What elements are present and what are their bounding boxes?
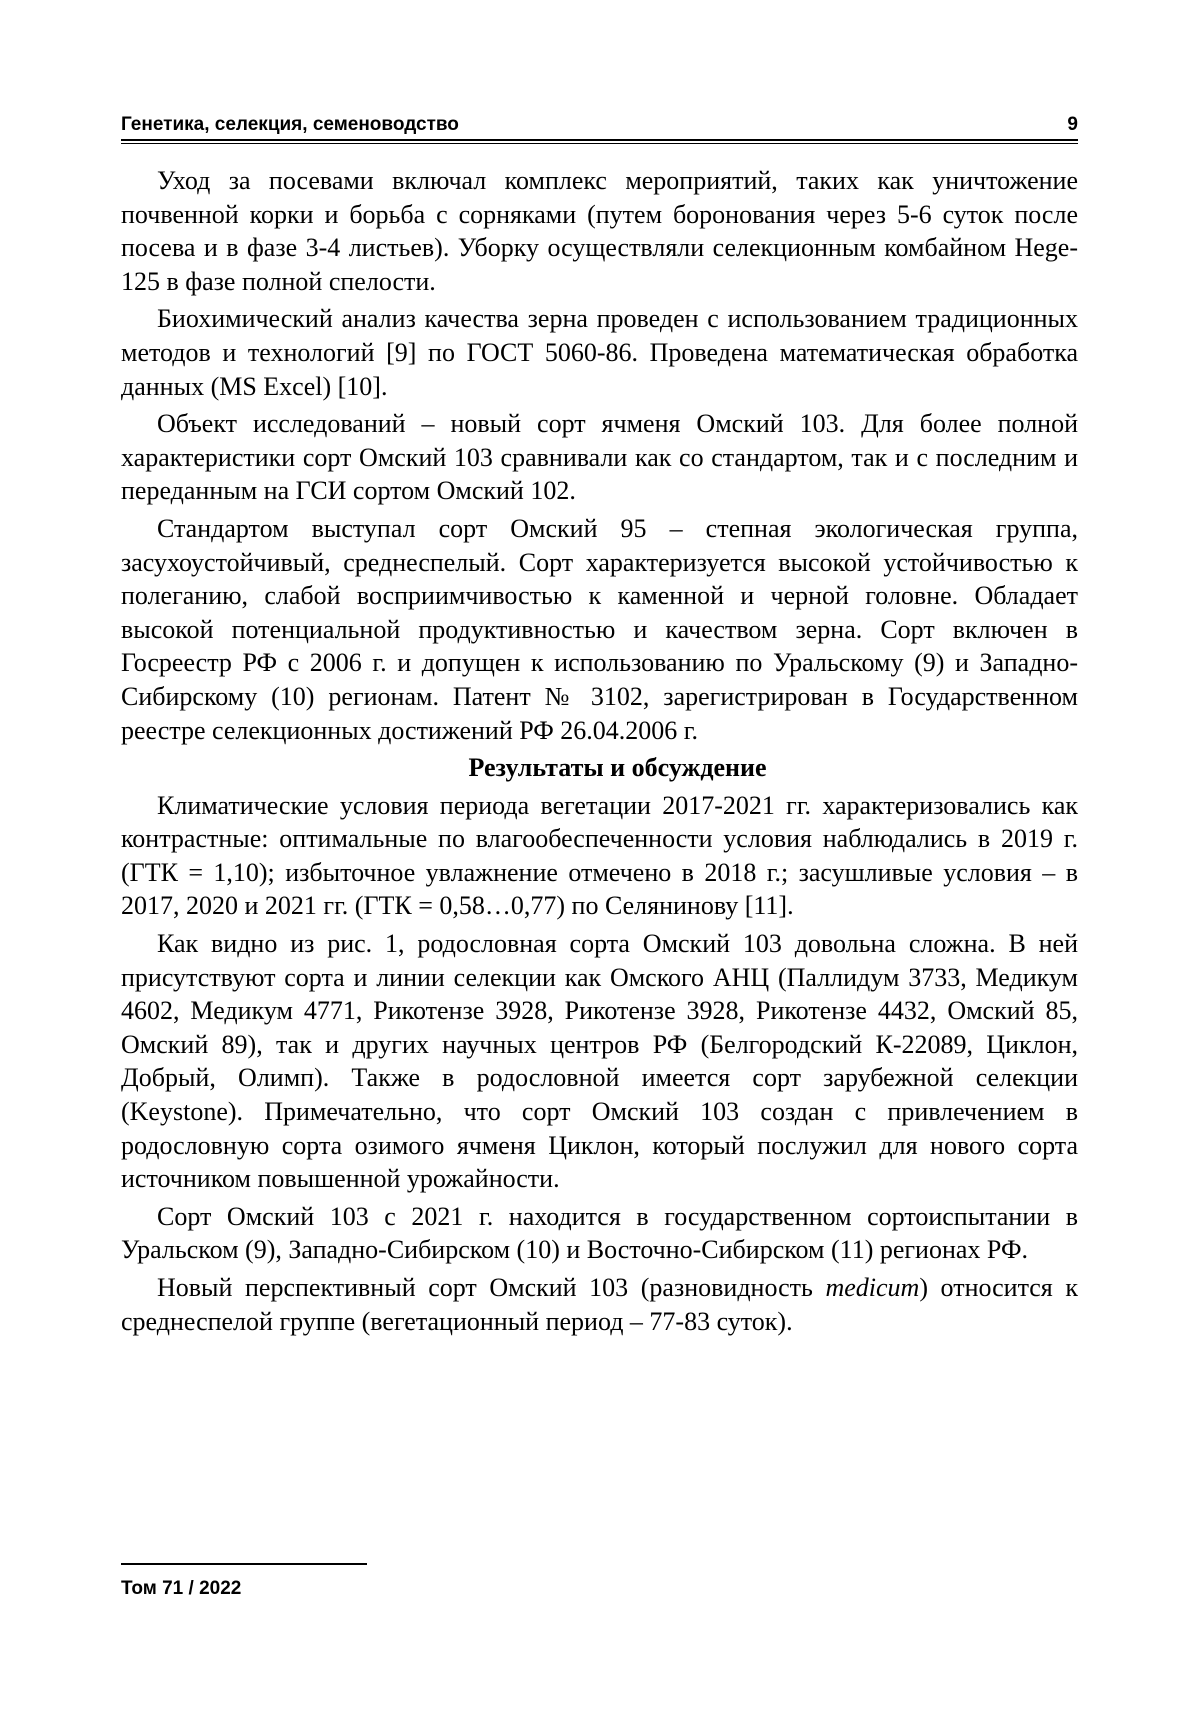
- paragraph-pedigree: Как видно из рис. 1, родословная сорта Омский 103 довольна сложна. В ней присутствуют сорта и линии селекции как Омского АНЦ (Паллидум 3733, Медикум 4602, Медикум 4771, Рикотензе 3928, Рикотензе 3928, Рикотензе 4432, Омский 85, Омский 89), так и других научных центров РФ (Белгородский К-22089, Циклон, Добрый, Олимп). Также в родословной имеется сорт зарубежной селекции (Keystone). Примечательно, что сорт Омский 103 создан с привлечением в родословную сорта озимого ячменя Циклон, который послужил для нового сорта источником повышенной урожайности.: [121, 929, 1078, 1194]
- header-rule: [121, 139, 1078, 141]
- paragraph-climate: Климатические условия периода вегетации 2017-2021 гг. характеризовались как контрастные: оптимальные по влагообеспеченности условия наблюдались в 2019 г. (ГТК = 1,10); избыточное увлажнение отмечено в 2018 г.; засушливые условия – в 2017, 2020 и 2021 гг. (ГТК = 0,58…0,77) по Селянинову [11].: [121, 790, 1078, 921]
- paragraph-crop-care: Уход за посевами включал комплекс мероприятий, таких как уничтожение почвенной корки и борьба с сорняками (путем боронования через 5-6 суток после посева и в фазе 3-4 листьев). Уборку осуществляли селекционным комбайном Hege-125 в фазе полной спелости.: [121, 166, 1078, 296]
- header-rule-thin: [121, 143, 1078, 144]
- section-heading-results: Результаты и обсуждение: [468, 753, 767, 783]
- text-run: ) относится к среднеспелой группе (вегетационный период – 77-83 суток).: [121, 1273, 1078, 1336]
- running-footer: Том 71 / 2022: [121, 1578, 242, 1599]
- paragraph-standard-variety: Стандартом выступал сорт Омский 95 – степная экологическая группа, засухоустойчивый, среднеспелый. Сорт характеризуется высокой устойчивостью к полеганию, слабой восприимчивостью к каменной и черной головне. Обладает высокой потенциальной продуктивностью и качеством зерна. Сорт включен в Госреестр РФ с 2006 г. и допущен к использованию по Уральскому (9) и Западно-Сибирскому (10) регионам. Патент № 3102, зарегистрирован в Государственном реестре селекционных достижений РФ 26.04.2006 г.: [121, 513, 1078, 745]
- page-number: 9: [1067, 114, 1078, 135]
- footer-rule: [121, 1563, 367, 1565]
- italic-term: medicum: [825, 1273, 920, 1302]
- article-body: [121, 164, 1078, 1342]
- header-section-title: Генетика, селекция, семеноводство: [121, 114, 459, 135]
- text-run: Новый перспективный сорт Омский 103 (разновидность: [157, 1273, 826, 1302]
- paragraph-research-object: Объект исследований – новый сорт ячменя Омский 103. Для более полной характеристики сорт Омский 103 сравнивали как со стандартом, так и с последним и переданным на ГСИ сортом Омский 102.: [121, 409, 1078, 506]
- paragraph-new-variety: [121, 1271, 1078, 1338]
- paragraph-biochemical-analysis: Биохимический анализ качества зерна проведен с использованием традиционных методов и технологий [9] по ГОСТ 5060-86. Проведена математическая обработка данных (MS Excel) [10].: [121, 304, 1078, 401]
- paragraph-state-trials: Сорт Омский 103 с 2021 г. находится в государственном сортоиспытании в Уральском (9), Западно-Сибирском (10) и Восточно-Сибирском (11) регионах РФ.: [121, 1201, 1078, 1265]
- running-header: [121, 114, 1078, 136]
